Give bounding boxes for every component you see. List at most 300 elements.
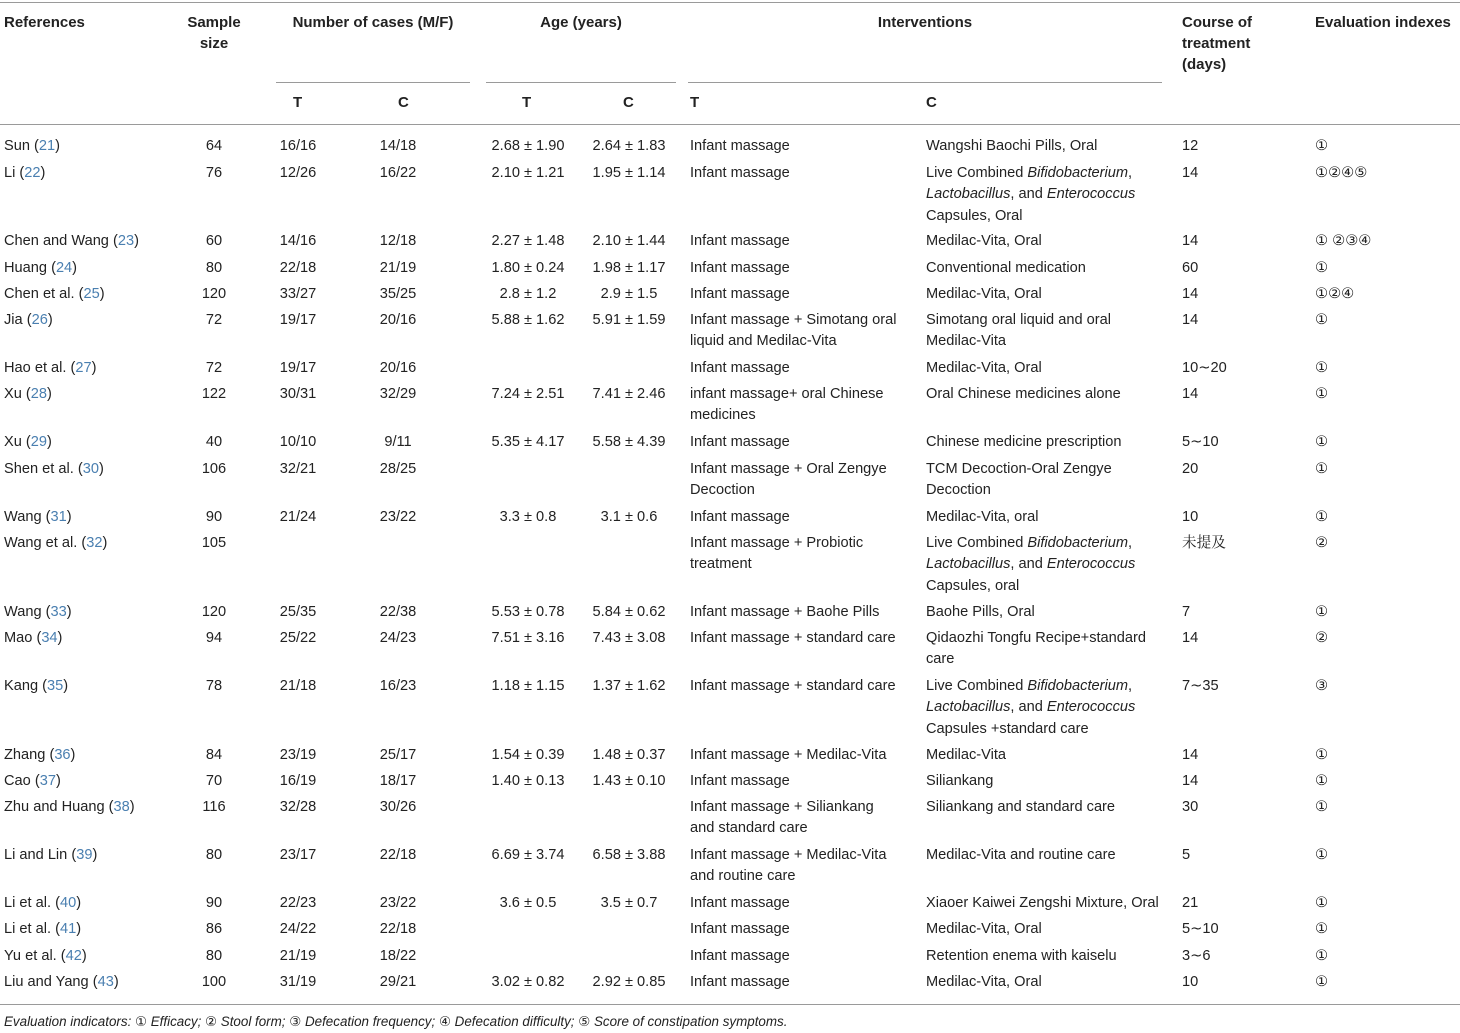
- intervention-t-line: treatment: [690, 556, 752, 573]
- evaluation-cell: ①: [1315, 895, 1329, 911]
- age-t-cell: 7.51 ± 3.16: [491, 630, 565, 646]
- interventions-group-rule: [688, 82, 1162, 83]
- course-cell: 14: [1182, 286, 1199, 302]
- intervention-c-line: Live Combined Bifidobacterium,: [926, 535, 1133, 551]
- sample-size-cell: 84: [205, 747, 223, 763]
- header-bottom-rule: [0, 124, 1460, 125]
- reference-cell: Chen and Wang (23): [4, 233, 139, 249]
- reference-author: Sun: [4, 138, 30, 154]
- cases-c-cell: 29/21: [379, 974, 417, 990]
- reference-link[interactable]: 41: [59, 921, 77, 937]
- sample-size-cell: 120: [201, 286, 227, 302]
- reference-author: Li and Lin: [4, 847, 68, 863]
- age-t-cell: 3.6 ± 0.5: [499, 895, 557, 911]
- course-cell: 5∼10: [1182, 434, 1219, 450]
- header-number-of-cases: Number of cases (M/F): [292, 14, 454, 31]
- course-cell: 10∼20: [1182, 360, 1227, 376]
- intervention-t-line: Infant massage: [690, 434, 790, 450]
- cases-t-cell: 25/35: [279, 604, 317, 620]
- reference-author: Zhu and Huang: [4, 799, 105, 815]
- intervention-c-line: Capsules, Oral: [926, 207, 1023, 224]
- reference-author: Zhang: [4, 747, 46, 763]
- intervention-t-cell: [690, 310, 920, 353]
- header-cases-c: C: [398, 94, 409, 111]
- intervention-t-line: Infant massage + standard care: [690, 630, 896, 646]
- evaluation-cell: ①②④⑤: [1315, 165, 1368, 181]
- cases-t-cell: 16/16: [279, 138, 317, 154]
- intervention-t-cell: [690, 893, 920, 914]
- intervention-t-cell: [690, 972, 920, 993]
- reference-cell: Wang et al. (32): [4, 535, 108, 551]
- intervention-c-line: Medilac-Vita, Oral: [926, 921, 1042, 937]
- cases-t-cell: 10/10: [279, 434, 317, 450]
- reference-link[interactable]: 26: [31, 312, 48, 328]
- reference-link[interactable]: 28: [30, 386, 48, 402]
- reference-link[interactable]: 27: [75, 360, 92, 376]
- reference-cell: Li et al. (40): [4, 895, 82, 911]
- cases-t-cell: 22/23: [279, 895, 317, 911]
- intervention-c-line: Oral Chinese medicines alone: [926, 386, 1121, 402]
- header-interventions-c: C: [926, 94, 937, 111]
- sample-size-cell: 106: [201, 461, 227, 477]
- reference-link[interactable]: 22: [24, 165, 41, 181]
- intervention-c-cell: [926, 310, 1176, 353]
- evaluation-cell: ①: [1315, 360, 1329, 376]
- intervention-c-line: TCM Decoction-Oral Zengye: [926, 461, 1112, 477]
- cases-c-cell: 30/26: [379, 799, 417, 815]
- intervention-c-line: Medilac-Vita, oral: [926, 509, 1039, 525]
- cases-t-cell: 19/17: [279, 360, 317, 376]
- reference-link[interactable]: 39: [76, 847, 93, 863]
- intervention-t-cell: [690, 919, 920, 940]
- course-cell: 14: [1182, 630, 1199, 646]
- reference-link[interactable]: 36: [54, 747, 71, 763]
- intervention-t-line: Infant massage + Oral Zengye: [690, 461, 887, 477]
- reference-author: Chen et al.: [4, 286, 75, 302]
- sample-size-cell: 80: [205, 847, 223, 863]
- intervention-t-cell: [690, 136, 920, 157]
- age-t-cell: 1.40 ± 0.13: [491, 773, 565, 789]
- evaluation-cell: ①: [1315, 948, 1329, 964]
- reference-author: Cao: [4, 773, 31, 789]
- intervention-c-line: Lactobacillus, and Enterococcus: [926, 699, 1136, 716]
- sample-size-cell: 122: [201, 386, 227, 402]
- cases-t-cell: 25/22: [279, 630, 317, 646]
- sample-size-cell: 72: [205, 312, 223, 328]
- intervention-t-cell: [690, 284, 920, 305]
- intervention-c-cell: [926, 136, 1176, 157]
- cases-t-cell: 16/19: [279, 773, 317, 789]
- intervention-t-cell: [690, 845, 920, 888]
- evaluation-cell: ①: [1315, 260, 1329, 276]
- intervention-t-line: Infant massage + Medilac-Vita: [690, 747, 887, 763]
- reference-author: Li: [4, 165, 16, 181]
- reference-author: Chen and Wang: [4, 233, 109, 249]
- intervention-c-line: Qidaozhi Tongfu Recipe+standard: [926, 630, 1147, 646]
- table-footnote: Evaluation indicators: ① Efficacy; ② Stool form; ③ Defecation frequency; ④ Defecation difficulty; ⑤ Score of constipation symptoms.: [4, 1014, 788, 1029]
- reference-cell: Jia (26): [4, 312, 53, 328]
- cases-c-cell: 22/38: [379, 604, 417, 620]
- cases-c-cell: 28/25: [379, 461, 417, 477]
- intervention-c-line: Siliankang: [926, 773, 994, 789]
- reference-link[interactable]: 34: [41, 630, 58, 646]
- cases-t-cell: 21/19: [279, 948, 317, 964]
- intervention-t-cell: [690, 602, 920, 623]
- age-t-cell: 5.35 ± 4.17: [491, 434, 565, 450]
- intervention-t-cell: [690, 432, 920, 453]
- reference-cell: Wang (31): [4, 509, 72, 525]
- cases-c-cell: 20/16: [379, 312, 417, 328]
- intervention-t-line: Infant massage + standard care: [690, 678, 896, 694]
- course-cell: 5: [1182, 847, 1191, 863]
- age-c-cell: 5.84 ± 0.62: [592, 604, 666, 620]
- intervention-c-line: Simotang oral liquid and oral: [926, 312, 1111, 328]
- cases-t-cell: 12/26: [279, 165, 317, 181]
- evaluation-cell: ①: [1315, 747, 1329, 763]
- reference-cell: Cao (37): [4, 773, 61, 789]
- cases-t-cell: 32/21: [279, 461, 317, 477]
- reference-cell: Chen et al. (25): [4, 286, 105, 302]
- intervention-t-line: Infant massage + Simotang oral: [690, 312, 897, 328]
- reference-cell: Li et al. (41): [4, 921, 82, 937]
- header-sample-size-line1: Sample: [187, 14, 241, 31]
- intervention-t-line: Infant massage: [690, 260, 790, 276]
- age-c-cell: 1.98 ± 1.17: [592, 260, 666, 276]
- course-cell: 14: [1182, 773, 1199, 789]
- evaluation-cell: ②: [1315, 535, 1329, 551]
- cases-c-cell: 32/29: [379, 386, 417, 402]
- cases-t-cell: 19/17: [279, 312, 317, 328]
- sample-size-cell: 100: [201, 974, 227, 990]
- course-cell: 21: [1182, 895, 1199, 911]
- intervention-t-cell: [690, 258, 920, 279]
- header-age-t: T: [522, 94, 532, 111]
- reference-author: Mao: [4, 630, 33, 646]
- cases-t-cell: 30/31: [279, 386, 317, 402]
- header-course-of-treatment: [1182, 12, 1252, 75]
- course-cell: 10: [1182, 509, 1199, 525]
- age-c-cell: 7.41 ± 2.46: [592, 386, 666, 402]
- intervention-c-line: Capsules, oral: [926, 577, 1020, 594]
- cases-c-cell: 22/18: [379, 847, 417, 863]
- intervention-c-cell: [926, 432, 1176, 453]
- cases-t-cell: 21/24: [279, 509, 317, 525]
- age-c-cell: 1.95 ± 1.14: [592, 165, 666, 181]
- reference-cell: Sun (21): [4, 138, 60, 154]
- intervention-t-cell: [690, 946, 920, 967]
- intervention-c-cell: [926, 893, 1176, 914]
- evaluation-cell: ① ②③④: [1315, 233, 1372, 249]
- intervention-t-line: Infant massage: [690, 286, 790, 302]
- reference-link[interactable]: 29: [30, 434, 48, 450]
- evaluation-cell: ①: [1315, 461, 1329, 477]
- cases-c-cell: 18/22: [379, 948, 417, 964]
- age-t-cell: 5.88 ± 1.62: [491, 312, 565, 328]
- intervention-t-line: Infant massage: [690, 233, 790, 249]
- cases-t-cell: 24/22: [279, 921, 317, 937]
- course-cell: 12: [1182, 138, 1199, 154]
- sample-size-cell: 94: [205, 630, 223, 646]
- header-sample-size: [170, 12, 258, 54]
- age-c-cell: 2.9 ± 1.5: [600, 286, 658, 302]
- intervention-c-cell: [926, 972, 1176, 993]
- intervention-c-line: Chinese medicine prescription: [926, 434, 1122, 450]
- age-t-cell: 2.8 ± 1.2: [499, 286, 557, 302]
- intervention-c-cell: [926, 507, 1176, 528]
- cases-t-cell: 32/28: [279, 799, 317, 815]
- intervention-c-cell: [926, 258, 1176, 279]
- course-cell: 14: [1182, 165, 1199, 181]
- intervention-c-cell: [926, 231, 1176, 252]
- intervention-t-cell: [690, 163, 920, 184]
- intervention-c-cell: [926, 163, 1176, 227]
- intervention-c-line: Live Combined Bifidobacterium,: [926, 165, 1133, 181]
- intervention-t-line: Infant massage + Baohe Pills: [690, 604, 880, 620]
- intervention-t-line: Infant massage: [690, 895, 790, 911]
- intervention-t-cell: [690, 771, 920, 792]
- cases-t-cell: 14/16: [279, 233, 317, 249]
- age-c-cell: 3.1 ± 0.6: [600, 509, 658, 525]
- reference-link[interactable]: 38: [113, 799, 130, 815]
- reference-link[interactable]: 40: [59, 895, 77, 911]
- sample-size-cell: 90: [205, 895, 223, 911]
- evaluation-cell: ①: [1315, 434, 1329, 450]
- age-t-cell: 7.24 ± 2.51: [491, 386, 565, 402]
- course-cell: 14: [1182, 747, 1199, 763]
- age-c-cell: 6.58 ± 3.88: [592, 847, 666, 863]
- age-c-cell: 5.58 ± 4.39: [592, 434, 666, 450]
- age-t-cell: 1.18 ± 1.15: [491, 678, 565, 694]
- cases-c-cell: 14/18: [379, 138, 417, 154]
- course-cell: 14: [1182, 312, 1199, 328]
- header-course-line1: Course of: [1182, 14, 1253, 31]
- reference-cell: Li and Lin (39): [4, 847, 98, 863]
- reference-link[interactable]: 42: [65, 948, 82, 964]
- intervention-t-line: Infant massage + Probiotic: [690, 535, 864, 551]
- course-cell: 未提及: [1182, 535, 1226, 551]
- reference-author: Li et al.: [4, 895, 52, 911]
- intervention-c-line: Live Combined Bifidobacterium,: [926, 678, 1133, 694]
- intervention-c-line: Medilac-Vita, Oral: [926, 233, 1042, 249]
- age-t-cell: 2.27 ± 1.48: [491, 233, 565, 249]
- intervention-t-cell: [690, 676, 920, 697]
- reference-link[interactable]: 21: [38, 138, 56, 154]
- evaluation-cell: ①②④: [1315, 286, 1355, 302]
- age-c-cell: 7.43 ± 3.08: [592, 630, 666, 646]
- intervention-t-line: and standard care: [690, 820, 808, 837]
- reference-author: Wang et al.: [4, 535, 78, 551]
- reference-author: Shen et al.: [4, 461, 74, 477]
- course-cell: 30: [1182, 799, 1199, 815]
- intervention-c-cell: [926, 797, 1176, 818]
- intervention-t-cell: [690, 231, 920, 252]
- course-cell: 7: [1182, 604, 1191, 620]
- intervention-c-line: Conventional medication: [926, 260, 1086, 276]
- cases-t-cell: 23/19: [279, 747, 317, 763]
- intervention-c-line: Decoction: [926, 482, 991, 499]
- table-top-rule: [0, 2, 1460, 3]
- evaluation-cell: ③: [1315, 678, 1329, 694]
- cases-c-cell: 25/17: [379, 747, 417, 763]
- intervention-t-line: infant massage+ oral Chinese: [690, 386, 884, 402]
- reference-cell: Li (22): [4, 165, 46, 181]
- reference-link[interactable]: 30: [82, 461, 99, 477]
- age-group-rule: [486, 82, 676, 83]
- course-cell: 60: [1182, 260, 1199, 276]
- reference-cell: Liu and Yang (43): [4, 974, 119, 990]
- header-course-line2: treatment: [1182, 35, 1251, 52]
- sample-size-cell: 64: [205, 138, 223, 154]
- evaluation-cell: ①: [1315, 921, 1329, 937]
- cases-t-cell: 23/17: [279, 847, 317, 863]
- cases-c-cell: 35/25: [379, 286, 417, 302]
- course-cell: 3∼6: [1182, 948, 1211, 964]
- age-c-cell: 3.5 ± 0.7: [600, 895, 658, 911]
- intervention-t-cell: [690, 358, 920, 379]
- evaluation-cell: ②: [1315, 630, 1329, 646]
- intervention-t-cell: [690, 507, 920, 528]
- cases-group-rule: [276, 82, 470, 83]
- header-evaluation-indexes: Evaluation indexes: [1315, 14, 1451, 31]
- course-cell: 20: [1182, 461, 1199, 477]
- reference-link[interactable]: 43: [97, 974, 114, 990]
- reference-cell: Xu (28): [4, 386, 52, 402]
- reference-link[interactable]: 33: [50, 604, 67, 620]
- intervention-c-cell: [926, 845, 1176, 866]
- cases-c-cell: 21/19: [379, 260, 417, 276]
- reference-author: Kang: [4, 678, 39, 694]
- evaluation-cell: ①: [1315, 509, 1329, 525]
- reference-author: Huang: [4, 260, 48, 276]
- intervention-t-cell: [690, 745, 920, 766]
- intervention-c-cell: [926, 459, 1176, 502]
- intervention-c-cell: [926, 946, 1176, 967]
- intervention-c-line: Wangshi Baochi Pills, Oral: [926, 138, 1098, 154]
- intervention-t-line: Infant massage: [690, 138, 790, 154]
- intervention-c-cell: [926, 533, 1176, 597]
- reference-link[interactable]: 32: [86, 535, 103, 551]
- intervention-c-line: care: [926, 651, 955, 668]
- reference-link[interactable]: 31: [50, 509, 67, 525]
- evaluation-cell: ①: [1315, 604, 1329, 620]
- intervention-c-line: Xiaoer Kaiwei Zengshi Mixture, Oral: [926, 895, 1159, 911]
- intervention-c-line: Baohe Pills, Oral: [926, 604, 1035, 620]
- reference-link[interactable]: 25: [83, 286, 100, 302]
- intervention-c-line: Lactobacillus, and Enterococcus: [926, 186, 1136, 203]
- age-t-cell: 3.3 ± 0.8: [499, 509, 557, 525]
- reference-link[interactable]: 24: [55, 260, 73, 276]
- intervention-t-line: Infant massage: [690, 948, 790, 964]
- reference-author: Xu: [4, 434, 22, 450]
- reference-link[interactable]: 37: [39, 773, 56, 789]
- intervention-t-cell: [690, 459, 920, 502]
- intervention-t-line: liquid and Medilac-Vita: [690, 333, 837, 350]
- intervention-c-cell: [926, 676, 1176, 740]
- reference-cell: Zhu and Huang (38): [4, 799, 135, 815]
- cases-t-cell: 21/18: [279, 678, 317, 694]
- age-c-cell: 1.43 ± 0.10: [592, 773, 666, 789]
- sample-size-cell: 90: [205, 509, 223, 525]
- reference-author: Wang: [4, 509, 42, 525]
- cases-c-cell: 16/23: [379, 678, 417, 694]
- age-c-cell: 2.64 ± 1.83: [592, 138, 666, 154]
- sample-size-cell: 60: [205, 233, 223, 249]
- reference-cell: Kang (35): [4, 678, 69, 694]
- age-t-cell: 1.80 ± 0.24: [491, 260, 565, 276]
- header-cases-t: T: [293, 94, 303, 111]
- age-t-cell: 5.53 ± 0.78: [491, 604, 565, 620]
- intervention-t-line: Infant massage: [690, 360, 790, 376]
- evaluation-cell: ①: [1315, 386, 1329, 402]
- cases-c-cell: 22/18: [379, 921, 417, 937]
- sample-size-cell: 72: [205, 360, 223, 376]
- age-c-cell: 5.91 ± 1.59: [592, 312, 666, 328]
- intervention-c-line: Medilac-Vita, Oral: [926, 974, 1042, 990]
- age-t-cell: 2.68 ± 1.90: [491, 138, 565, 154]
- header-interventions-t: T: [690, 94, 700, 111]
- evaluation-cell: ①: [1315, 974, 1329, 990]
- evaluation-cell: ①: [1315, 799, 1329, 815]
- age-t-cell: 2.10 ± 1.21: [491, 165, 565, 181]
- course-cell: 14: [1182, 386, 1199, 402]
- intervention-t-line: Infant massage + Medilac-Vita: [690, 847, 887, 863]
- reference-author: Hao et al.: [4, 360, 67, 376]
- intervention-t-line: Infant massage: [690, 773, 790, 789]
- reference-link[interactable]: 35: [47, 678, 64, 694]
- intervention-t-line: Infant massage + Siliankang: [690, 799, 874, 815]
- age-t-cell: 6.69 ± 3.74: [491, 847, 565, 863]
- age-t-cell: 3.02 ± 0.82: [491, 974, 565, 990]
- reference-cell: Mao (34): [4, 630, 63, 646]
- age-c-cell: 1.48 ± 0.37: [592, 747, 666, 763]
- intervention-t-line: Infant massage: [690, 974, 790, 990]
- cases-c-cell: 23/22: [379, 895, 417, 911]
- table-bottom-rule: [0, 1004, 1460, 1005]
- intervention-t-line: Infant massage: [690, 921, 790, 937]
- intervention-c-cell: [926, 358, 1176, 379]
- intervention-c-line: Medilac-Vita: [926, 333, 1007, 350]
- evaluation-cell: ①: [1315, 138, 1329, 154]
- sample-size-cell: 86: [205, 921, 223, 937]
- sample-size-cell: 120: [201, 604, 227, 620]
- reference-link[interactable]: 23: [117, 233, 135, 249]
- sample-size-cell: 80: [205, 260, 223, 276]
- intervention-t-line: Decoction: [690, 482, 755, 499]
- sample-size-cell: 105: [201, 535, 227, 551]
- intervention-c-cell: [926, 384, 1176, 405]
- cases-c-cell: 9/11: [384, 434, 412, 450]
- cases-t-cell: 22/18: [279, 260, 317, 276]
- intervention-t-line: Infant massage: [690, 165, 790, 181]
- reference-cell: Wang (33): [4, 604, 72, 620]
- intervention-c-line: Medilac-Vita, Oral: [926, 360, 1042, 376]
- age-c-cell: 1.37 ± 1.62: [592, 678, 666, 694]
- intervention-c-line: Medilac-Vita, Oral: [926, 286, 1042, 302]
- intervention-c-cell: [926, 628, 1176, 671]
- cases-t-cell: 31/19: [279, 974, 317, 990]
- reference-author: Liu and Yang: [4, 974, 89, 990]
- header-age: Age (years): [540, 14, 622, 31]
- intervention-c-cell: [926, 745, 1176, 766]
- course-cell: 5∼10: [1182, 921, 1219, 937]
- intervention-t-cell: [690, 628, 920, 649]
- intervention-c-line: Retention enema with kaiselu: [926, 948, 1117, 964]
- intervention-t-line: medicines: [690, 407, 756, 424]
- intervention-c-line: Medilac-Vita and routine care: [926, 847, 1116, 863]
- age-c-cell: 2.10 ± 1.44: [592, 233, 666, 249]
- sample-size-cell: 70: [205, 773, 223, 789]
- course-cell: 14: [1182, 233, 1199, 249]
